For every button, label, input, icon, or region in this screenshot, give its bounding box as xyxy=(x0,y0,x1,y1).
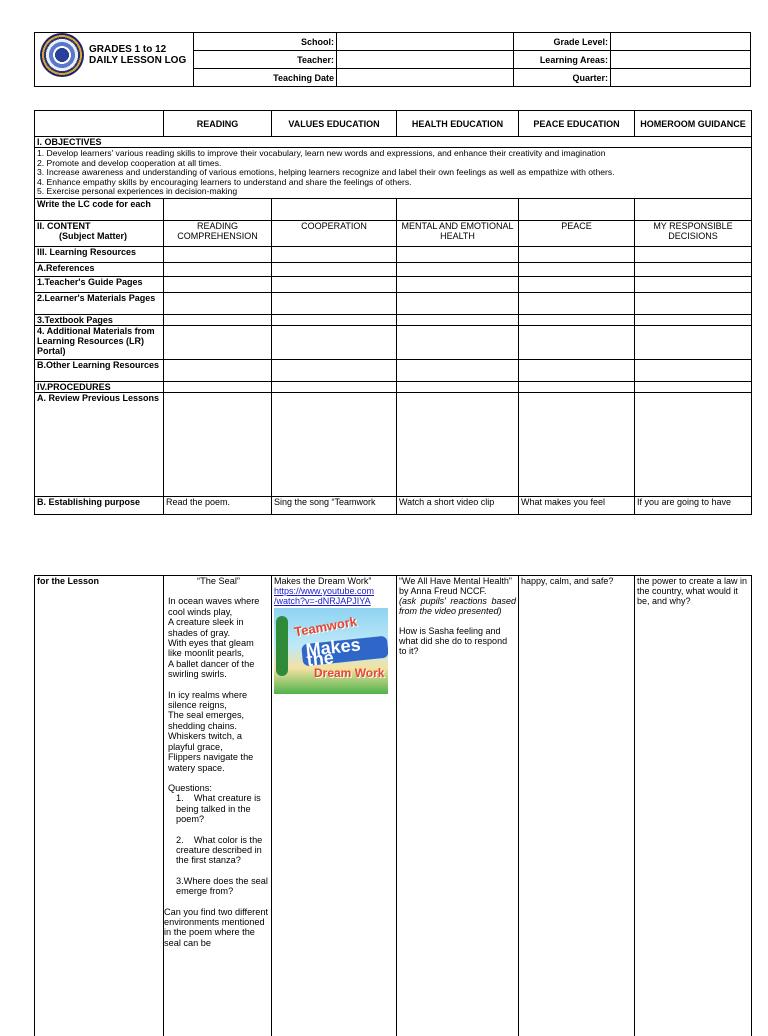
objective-item: 2. Promote and develop cooperation at all times. xyxy=(37,157,222,168)
review-label: A. Review Previous Lessons xyxy=(35,392,164,496)
establishing-homeroom: If you are going to have xyxy=(635,496,752,514)
col-peace-education: PEACE EDUCATION xyxy=(519,111,635,137)
lesson-log-table xyxy=(34,110,752,515)
question-4: Can you find two different environments mentioned in the poem where the seal can be xyxy=(164,906,269,948)
health-question: How is Sasha feeling and what did she do to respond to it? xyxy=(399,626,508,656)
question-3: 3.Where does the seal emerge from? xyxy=(176,875,268,897)
teaching-date-field[interactable] xyxy=(337,69,514,87)
learners-materials-label: 2.Learner's Materials Pages xyxy=(35,292,164,314)
objective-item: 3. Increase awareness and understanding of various emotions, helping learners recognize and label their own feelings as well as empathize with others. xyxy=(37,167,615,177)
lc-code-cell[interactable] xyxy=(164,198,272,220)
lc-code-cell[interactable] xyxy=(272,198,397,220)
objective-item: 1. Develop learners' various reading skills to improve their vocabulary, learn new words and expressions, and enhance their creativity and imagination xyxy=(37,148,606,158)
log-title-line2: DAILY LESSON LOG xyxy=(89,55,187,66)
content-health: MENTAL AND EMOTIONAL HEALTH xyxy=(397,220,519,246)
other-resources-label: B.Other Learning Resources xyxy=(35,359,164,381)
col-reading: READING xyxy=(164,111,272,137)
poem-stanza-2: In icy realms where silence reigns, The seal emerges, shedding chains. Whiskers twitch, a playful grace, Flippers navigate the watery space. xyxy=(168,689,254,773)
references-label: A.References xyxy=(35,262,164,276)
reading-poem-cell xyxy=(164,576,272,1036)
health-video-cell xyxy=(397,576,519,1036)
lc-code-cell[interactable] xyxy=(519,198,635,220)
establishing-purpose-label: B. Establishing purpose xyxy=(35,496,164,514)
teamwork-song-image xyxy=(274,608,388,694)
poem-stanza-1: In ocean waves where cool winds play, A creature sleek in shades of gray. With eyes that gleam like moonlit pearls, A ballet dancer of the swirling swirls. xyxy=(168,596,260,680)
establishing-values: Sing the song “Teamwork xyxy=(272,496,397,514)
image-text-teamwork: Teamwork xyxy=(293,613,359,640)
textbook-label: 3.Textbook Pages xyxy=(35,314,164,325)
image-text-makes: Makes the xyxy=(301,636,388,667)
homeroom-question: the power to create a law in the country, what would it be, and why? xyxy=(635,576,752,1036)
teacher-label: Teacher: xyxy=(194,51,337,69)
corner-cell xyxy=(35,111,164,137)
content-reading: READING COMPREHENSION xyxy=(164,220,272,246)
content-peace: PEACE xyxy=(519,220,635,246)
column-header-row xyxy=(35,111,752,137)
content-label-line2: (Subject Matter) xyxy=(59,230,128,241)
quarter-label: Quarter: xyxy=(514,69,611,87)
col-health-education: HEALTH EDUCATION xyxy=(397,111,519,137)
video-instruction: (ask pupils' reactions based from the video presented) xyxy=(399,596,516,616)
log-title-line1: GRADES 1 to 12 xyxy=(89,44,167,55)
teachers-guide-label: 1.Teacher's Guide Pages xyxy=(35,276,164,292)
objective-item: 4. Enhance empathy skills by encouraging learners to understand and share the feelings of others. xyxy=(37,176,412,187)
col-values-education: VALUES EDUCATION xyxy=(272,111,397,137)
content-label xyxy=(35,220,164,246)
objective-item: 5. Exercise personal experiences in decision-making xyxy=(37,186,238,196)
procedures-label: IV.PROCEDURES xyxy=(35,381,164,392)
youtube-link[interactable]: https://www.youtube.com xyxy=(274,586,375,596)
establishing-reading: Read the poem. xyxy=(164,496,272,514)
content-label-line1: II. CONTENT xyxy=(37,220,91,231)
content-homeroom: MY RESPONSIBLE DECISIONS xyxy=(635,220,752,246)
lc-code-cell[interactable] xyxy=(397,198,519,220)
learning-areas-field[interactable] xyxy=(611,51,751,69)
lesson-log-table-continued xyxy=(34,575,752,1036)
col-homeroom-guidance: HOMEROOM GUIDANCE xyxy=(635,111,752,137)
establishing-health: Watch a short video clip xyxy=(397,496,519,514)
question-2: 2. What color is the creature described in the first stanza? xyxy=(176,834,263,866)
learning-resources-label: III. Learning Resources xyxy=(35,246,164,262)
video-title: “We All Have Mental Health” by Anna Freud NCCF. xyxy=(399,576,512,596)
objectives-list xyxy=(35,148,752,199)
content-values: COOPERATION xyxy=(272,220,397,246)
header-logo-cell xyxy=(35,33,194,87)
teaching-date-label: Teaching Date xyxy=(194,69,337,87)
teacher-field[interactable] xyxy=(337,51,514,69)
school-field[interactable] xyxy=(337,33,514,51)
youtube-link-path[interactable]: /watch?v=-dNRJAPJIYA xyxy=(274,596,371,606)
school-label: School: xyxy=(194,33,337,51)
additional-materials-label: 4. Additional Materials from Learning Resources (LR) Portal) xyxy=(35,325,164,359)
image-text-dream: Dream Work xyxy=(314,666,385,680)
lc-code-cell[interactable] xyxy=(635,198,752,220)
peace-question: happy, calm, and safe? xyxy=(519,576,635,1036)
quarter-field[interactable] xyxy=(611,69,751,87)
palm-tree-icon xyxy=(276,616,288,676)
questions-label: Questions: xyxy=(168,782,212,793)
grade-level-field[interactable] xyxy=(611,33,751,51)
grade-level-label: Grade Level: xyxy=(514,33,611,51)
values-song-cell xyxy=(272,576,397,1036)
for-the-lesson-label: for the Lesson xyxy=(35,576,164,1036)
header-table xyxy=(34,32,751,87)
establishing-peace: What makes you feel xyxy=(519,496,635,514)
learning-areas-label: Learning Areas: xyxy=(514,51,611,69)
objectives-label: I. OBJECTIVES xyxy=(35,137,752,148)
lc-code-label: Write the LC code for each xyxy=(35,198,164,220)
question-1: 1. What creature is being talked in the poem? xyxy=(176,793,261,825)
song-title-cont: Makes the Dream Work” xyxy=(274,576,372,586)
poem-title: “The Seal” xyxy=(197,576,240,586)
